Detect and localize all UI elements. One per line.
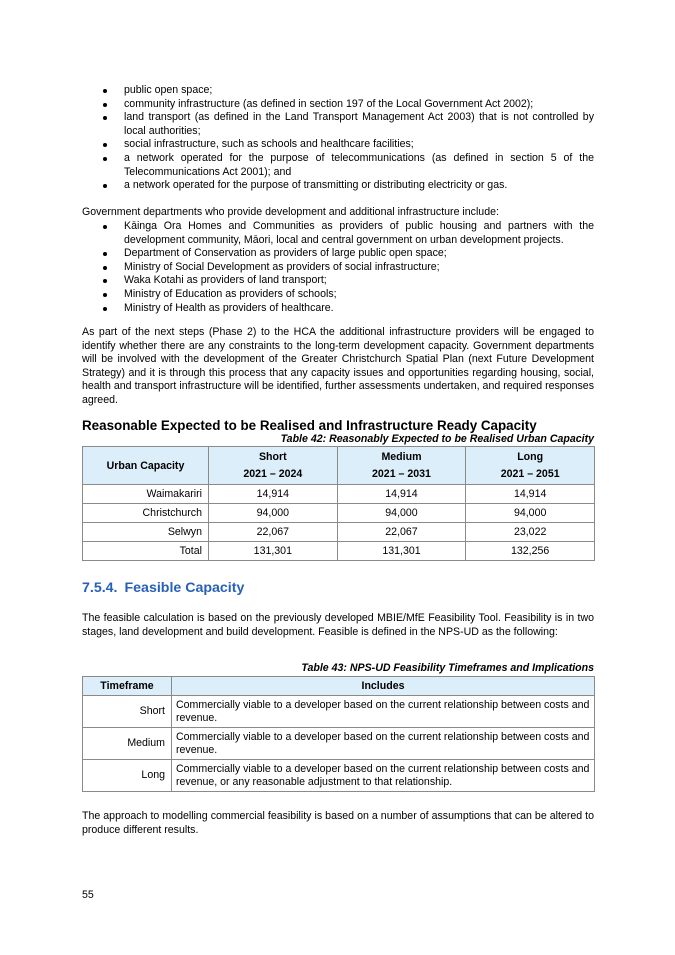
table-header-row <box>83 677 595 696</box>
list-item <box>82 84 594 98</box>
column-range: 2021 – 2024 <box>243 467 303 480</box>
feasibility-timeframes-table <box>82 676 595 792</box>
cell-short: 22,067 <box>209 523 338 542</box>
bullet-icon <box>103 225 107 229</box>
list-item <box>82 302 594 316</box>
cell-medium: 94,000 <box>337 504 466 523</box>
list-item <box>82 220 594 247</box>
bullet-icon <box>103 89 107 93</box>
row-label: Total <box>83 542 209 561</box>
table-row <box>83 760 595 792</box>
list-item <box>82 98 594 112</box>
row-label: Waimakariri <box>83 485 209 504</box>
timeframe-cell: Long <box>83 760 172 792</box>
table-row <box>83 696 595 728</box>
column-header-long <box>466 447 595 485</box>
table-row <box>83 523 595 542</box>
list-item-text: Department of Conservation as providers of large public open space; <box>124 247 447 260</box>
list-item <box>82 179 594 193</box>
cell-long: 23,022 <box>466 523 595 542</box>
includes-cell: Commercially viable to a developer based on the current relationship between costs and revenue, or any reasonable adjustment to that relationship. <box>172 760 595 792</box>
column-label: Medium <box>381 450 422 463</box>
cell-medium: 14,914 <box>337 485 466 504</box>
column-label: Long <box>517 450 544 463</box>
column-range: 2021 – 2051 <box>500 467 560 480</box>
cell-short: 94,000 <box>209 504 338 523</box>
bullet-icon <box>103 266 107 270</box>
cell-medium: 131,301 <box>337 542 466 561</box>
list-item-text: Ministry of Education as providers of schools; <box>124 287 337 300</box>
cell-long: 14,914 <box>466 485 595 504</box>
subsection-title: Feasible Capacity <box>124 580 245 596</box>
cell-short: 14,914 <box>209 485 338 504</box>
table-row <box>83 728 595 760</box>
list-item-text: community infrastructure (as defined in section 197 of the Local Government Act 2002); <box>124 97 534 110</box>
gov-departments-intro: Government departments who provide development and additional infrastructure include: <box>82 206 499 218</box>
list-item <box>82 288 594 302</box>
list-item-text: Ministry of Social Development as providers of social infrastructure; <box>124 260 440 273</box>
timeframe-cell: Medium <box>83 728 172 760</box>
next-steps-paragraph: As part of the next steps (Phase 2) to the HCA the additional infrastructure providers will be engaged to identify whether there are any constraints to the long-term development capacity. Government departments will be involved with the development of the Greater Christchurch Spatial Plan (next Future Development Strategy) and it is through this process that any capacity issues and opportunities regarding housing, social, health and transport infrastructure will be identified, further assessments undertaken, and required responses agreed. <box>82 326 594 406</box>
bullet-icon <box>103 184 107 188</box>
table-row <box>83 485 595 504</box>
column-header-medium <box>337 447 466 485</box>
page-number: 55 <box>82 889 94 901</box>
bullet-icon <box>103 116 107 120</box>
list-item-text: Waka Kotahi as providers of land transport; <box>124 274 327 287</box>
list-item-text: land transport (as defined in the Land Transport Management Act 2003) that is not controlled by local authorities; <box>124 111 594 137</box>
cell-long: 132,256 <box>466 542 595 561</box>
list-item-text: social infrastructure, such as schools and healthcare facilities; <box>124 138 414 151</box>
table-43-caption: Table 43: NPS-UD Feasibility Timeframes and Implications <box>301 662 594 674</box>
cell-long: 94,000 <box>466 504 595 523</box>
bullet-icon <box>103 157 107 161</box>
bullet-icon <box>103 252 107 256</box>
list-item <box>82 152 594 179</box>
cell-short: 131,301 <box>209 542 338 561</box>
timeframe-cell: Short <box>83 696 172 728</box>
list-item <box>82 247 594 261</box>
subsection-heading <box>82 580 244 596</box>
bullet-icon <box>103 279 107 283</box>
corner-header: Urban Capacity <box>83 447 209 485</box>
column-header-timeframe: Timeframe <box>83 677 172 696</box>
column-header-short <box>209 447 338 485</box>
list-item <box>82 261 594 275</box>
list-item-text: public open space; <box>124 84 213 96</box>
bullet-icon <box>103 293 107 297</box>
row-label: Christchurch <box>83 504 209 523</box>
column-header-includes: Includes <box>172 677 595 696</box>
includes-cell: Commercially viable to a developer based on the current relationship between costs and revenue. <box>172 728 595 760</box>
cell-medium: 22,067 <box>337 523 466 542</box>
subsection-number: 7.5.4. <box>82 580 118 596</box>
table-header-row <box>83 447 595 485</box>
bullet-icon <box>103 143 107 147</box>
table-row <box>83 504 595 523</box>
column-range: 2021 – 2031 <box>372 467 431 480</box>
list-item <box>82 274 594 288</box>
closing-paragraph: The approach to modelling commercial feasibility is based on a number of assumptions that can be altered to produce different results. <box>82 810 594 836</box>
feasible-paragraph: The feasible calculation is based on the previously developed MBIE/MfE Feasibility Tool. Feasibility is in two stages, land development and build development. Feasible is defined in the NPS-UD as the following: <box>82 612 594 638</box>
bullet-icon <box>103 103 107 107</box>
list-item-text: Ministry of Health as providers of healthcare. <box>124 301 334 314</box>
list-item-text: a network operated for the purpose of transmitting or distributing electricity or gas. <box>124 179 508 192</box>
urban-capacity-table <box>82 446 595 561</box>
gov-departments-bullet-list <box>82 220 594 315</box>
table-42-caption: Table 42: Reasonably Expected to be Realised Urban Capacity <box>280 433 594 445</box>
list-item-text: Kāinga Ora Homes and Communities as providers of public housing and partners with the development community, Māori, local and central government on urban development projects. <box>124 220 594 246</box>
includes-cell: Commercially viable to a developer based on the current relationship between costs and revenue. <box>172 696 595 728</box>
column-label: Short <box>258 450 287 463</box>
row-label: Selwyn <box>83 523 209 542</box>
section-heading: Reasonable Expected to be Realised and Infrastructure Ready Capacity <box>82 418 537 433</box>
list-item-text: a network operated for the purpose of telecommunications (as defined in section 5 of the Telecommunications Act 2001); and <box>124 151 594 178</box>
bullet-icon <box>103 307 107 311</box>
infrastructure-bullet-list <box>82 84 594 193</box>
table-row <box>83 542 595 561</box>
list-item <box>82 138 594 152</box>
list-item <box>82 111 594 138</box>
